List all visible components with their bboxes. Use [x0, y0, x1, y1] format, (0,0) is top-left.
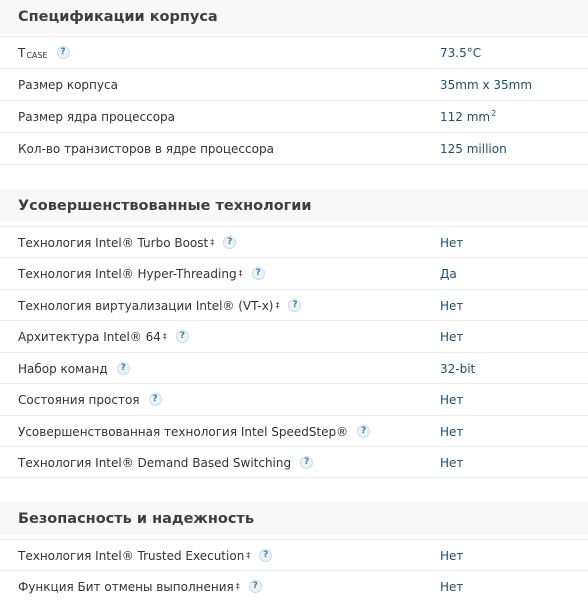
spec-row-instruction-set	[0, 352, 588, 384]
spec-row-hyper-threading	[0, 257, 588, 289]
spec-value: Нет	[440, 392, 464, 407]
spec-value: Нет	[440, 329, 464, 344]
help-icon[interactable]: ?	[57, 46, 70, 59]
spec-value: Нет	[440, 579, 464, 594]
spec-value: Нет	[440, 424, 464, 439]
spec-row-package-size	[0, 68, 588, 100]
help-icon[interactable]: ?	[288, 299, 301, 312]
spec-label: Размер корпуса	[18, 77, 118, 92]
help-icon[interactable]: ?	[259, 549, 272, 562]
spec-value: Да	[440, 266, 457, 281]
section-header-technologies	[0, 189, 588, 222]
spec-value: Нет	[440, 455, 464, 470]
spec-label: Размер ядра процессора	[18, 109, 176, 124]
spec-value: Нет	[440, 548, 464, 563]
spec-row-transistors	[0, 132, 588, 164]
row-divider	[0, 477, 588, 478]
spec-label: Состояния простоя ?	[18, 393, 162, 407]
spec-row-speedstep	[0, 415, 588, 447]
section-title: Безопасность и надежность	[18, 510, 255, 527]
spec-value: 112 $mm^2$	[440, 108, 497, 124]
help-icon[interactable]: ?	[223, 236, 236, 249]
help-icon[interactable]: ?	[357, 425, 370, 438]
spec-row-turbo-boost	[0, 226, 588, 258]
spec-label: Технология Intel® Demand Based Switching ?	[18, 456, 313, 470]
help-icon[interactable]: ?	[149, 393, 162, 406]
spec-value: Нет	[440, 298, 464, 313]
spec-label: Технология Intel® Turbo Boost ‡ ?	[18, 236, 236, 250]
spec-row-trusted-execution	[0, 539, 588, 571]
spec-label: Функция Бит отмены выполнения ‡ ?	[18, 580, 262, 594]
help-icon[interactable]: ?	[176, 330, 189, 343]
spec-row-tcase	[0, 36, 588, 68]
spec-value: 35mm x 35mm	[440, 77, 533, 92]
spec-row-intel-64	[0, 320, 588, 352]
section-header-security	[0, 502, 588, 535]
spec-row-die-size	[0, 100, 588, 132]
spec-label: Набор команд ?	[18, 362, 130, 376]
spec-label: Технология Intel® Hyper-Threading ‡ ?	[18, 267, 265, 281]
section-header-package	[0, 0, 588, 33]
spec-value: 125 million	[440, 141, 507, 156]
spec-row-idle-states	[0, 383, 588, 415]
spec-value: 73.5°C	[440, 45, 482, 60]
spec-row-execute-disable-bit	[0, 570, 588, 602]
help-icon[interactable]: ?	[300, 456, 313, 469]
section-title: Спецификации корпуса	[18, 8, 218, 25]
spec-label: Кол-во транзисторов в ядре процессора	[18, 141, 274, 156]
row-divider	[0, 164, 588, 165]
section-title: Усовершенствованные технологии	[18, 197, 312, 214]
help-icon[interactable]: ?	[249, 580, 262, 593]
spec-value: 32-bit	[440, 361, 476, 376]
help-icon[interactable]: ?	[117, 362, 130, 375]
spec-row-virtualization	[0, 289, 588, 321]
spec-label: T CASE ?	[18, 46, 70, 60]
spec-value: Нет	[440, 235, 464, 250]
spec-row-demand-based-switching	[0, 446, 588, 478]
spec-label: Технология Intel® Trusted Execution ‡ ?	[18, 549, 272, 563]
help-icon[interactable]: ?	[252, 267, 265, 280]
spec-label: Архитектура Intel® 64 ‡ ?	[18, 330, 189, 344]
spec-label: Технология виртуализации Intel® (VT-x) ‡ ?	[18, 299, 301, 313]
spec-label: Усовершенствованная технология Intel SpeedStep® ?	[18, 425, 370, 439]
